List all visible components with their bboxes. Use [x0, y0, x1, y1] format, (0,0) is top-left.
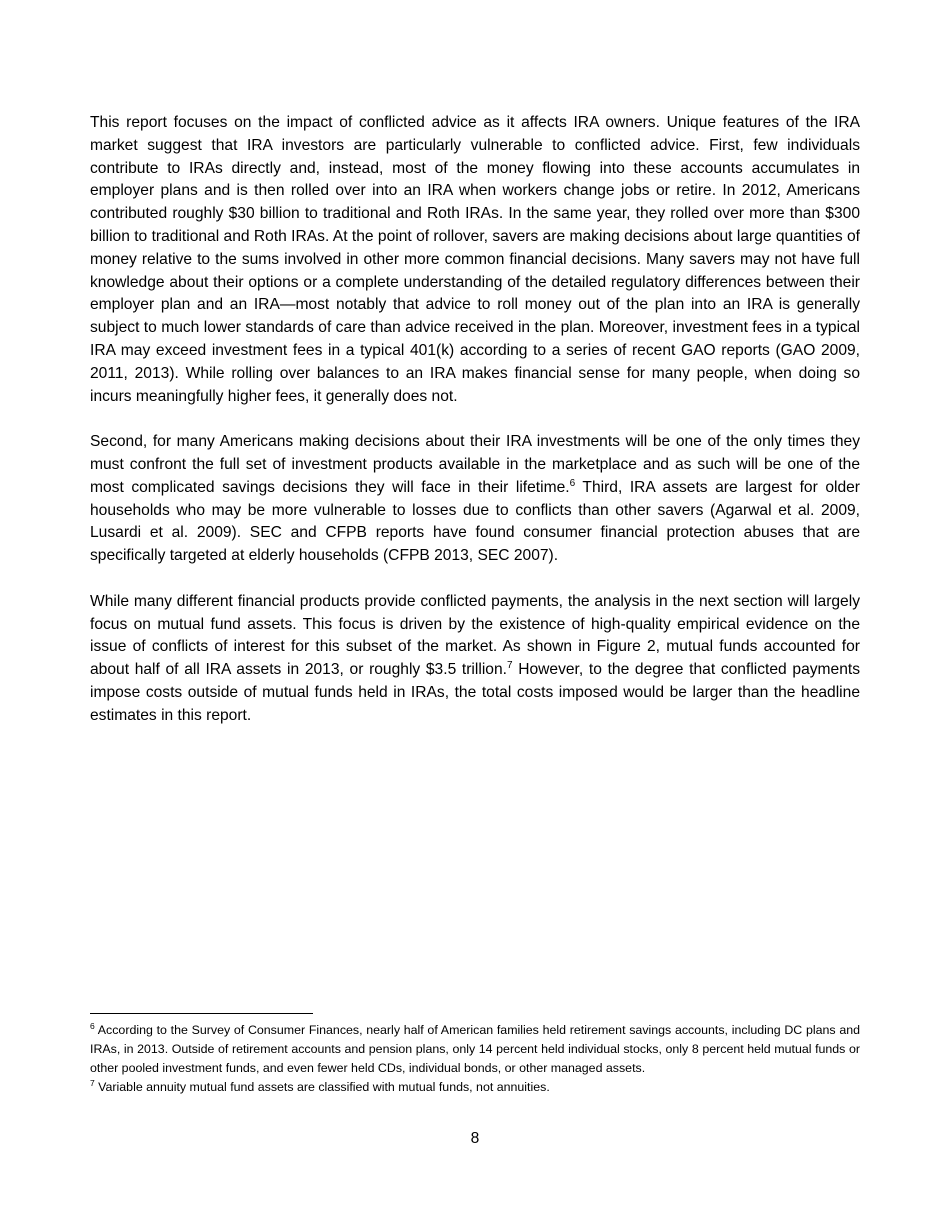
footnote-reference-7: 7 — [506, 659, 513, 671]
paragraph-text-part: Second, for many Americans making decisions about their IRA investments will be one of the only times they must confront the full set of investment products available in the marketplace and as such will be one of the most complicated savings decisions they will face in their lifetime. — [90, 433, 860, 496]
paragraph-text-part: While many different financial products provide conflicted payments, the analysis in the next section will largely focus on mutual fund assets. This focus is driven by the existence of high-quality empirical evidence on the issue of conflicts of interest for this subset of the market. As shown in Figure 2, mutual funds accounted for about half of all IRA assets in 2013, or roughly $3.5 trillion. — [90, 592, 860, 679]
footnote-text: Variable annuity mutual fund assets are classified with mutual funds, not annuities. — [94, 1080, 550, 1094]
footnotes — [90, 1021, 860, 1097]
paragraph-mutual-funds — [90, 591, 860, 728]
footnote-reference-6: 6 — [569, 477, 576, 489]
paragraph-text-part: However, to the degree that conflicted payments impose costs outside of mutual funds held in IRAs, the total costs imposed would be larger than the headline estimates in this report. — [90, 661, 861, 724]
body-text — [90, 112, 860, 750]
paragraph-text: This report focuses on the impact of conflicted advice as it affects IRA owners. Unique features of the IRA market suggest that IRA investors are particularly vulnerable to conflicted advice. First, few individuals contribute to IRAs directly and, instead, most of the money flowing into these accounts accumulates in employer plans and is then rolled over into an IRA when workers change jobs or retire. In 2012, Americans contributed roughly $30 billion to traditional and Roth IRAs. In the same year, they rolled over more than $300 billion to traditional and Roth IRAs. At the point of rollover, savers are making decisions about large quantities of money relative to the sums involved in other more common financial decisions. Many savers may not have full knowledge about their options or a complete understanding of the detailed regulatory differences between their employer plan and an IRA—most notably that advice to roll money out of the plan into an IRA is generally subject to much lower standards of care than advice received in the plan. Moreover, investment fees in a typical IRA may exceed investment fees in a typical 401(k) according to a series of recent GAO reports (GAO 2009, 2011, 2013). While rolling over balances to an IRA makes financial sense for many people, when doing so incurs meaningfully higher fees, it generally does not. — [90, 114, 860, 405]
footnote-7 — [90, 1078, 860, 1097]
footnote-6 — [90, 1021, 860, 1078]
footnote-text: According to the Survey of Consumer Finances, nearly half of American families held retirement savings accounts, including DC plans and IRAs, in 2013. Outside of retirement accounts and pension plans, only 14 percent held individual stocks, only 8 percent held mutual funds or other pooled investment funds, and even fewer held CDs, individual bonds, or other managed assets. — [90, 1023, 860, 1075]
footnote-separator — [90, 1013, 313, 1014]
paragraph-text-part: Third, IRA assets are largest for older households who may be more vulnerable to losses due to conflicts than other savers (Agarwal et al. 2009, Lusardi et al. 2009). SEC and CFPB reports have found consumer financial protection abuses that are specifically targeted at elderly households (CFPB 2013, SEC 2007). — [90, 478, 860, 565]
page-number: 8 — [470, 1130, 480, 1147]
paragraph-ira-market — [90, 112, 860, 408]
footnote-mark: 7 — [90, 1077, 95, 1088]
footnote-mark: 6 — [90, 1020, 95, 1031]
paragraph-investment-decisions — [90, 431, 860, 568]
